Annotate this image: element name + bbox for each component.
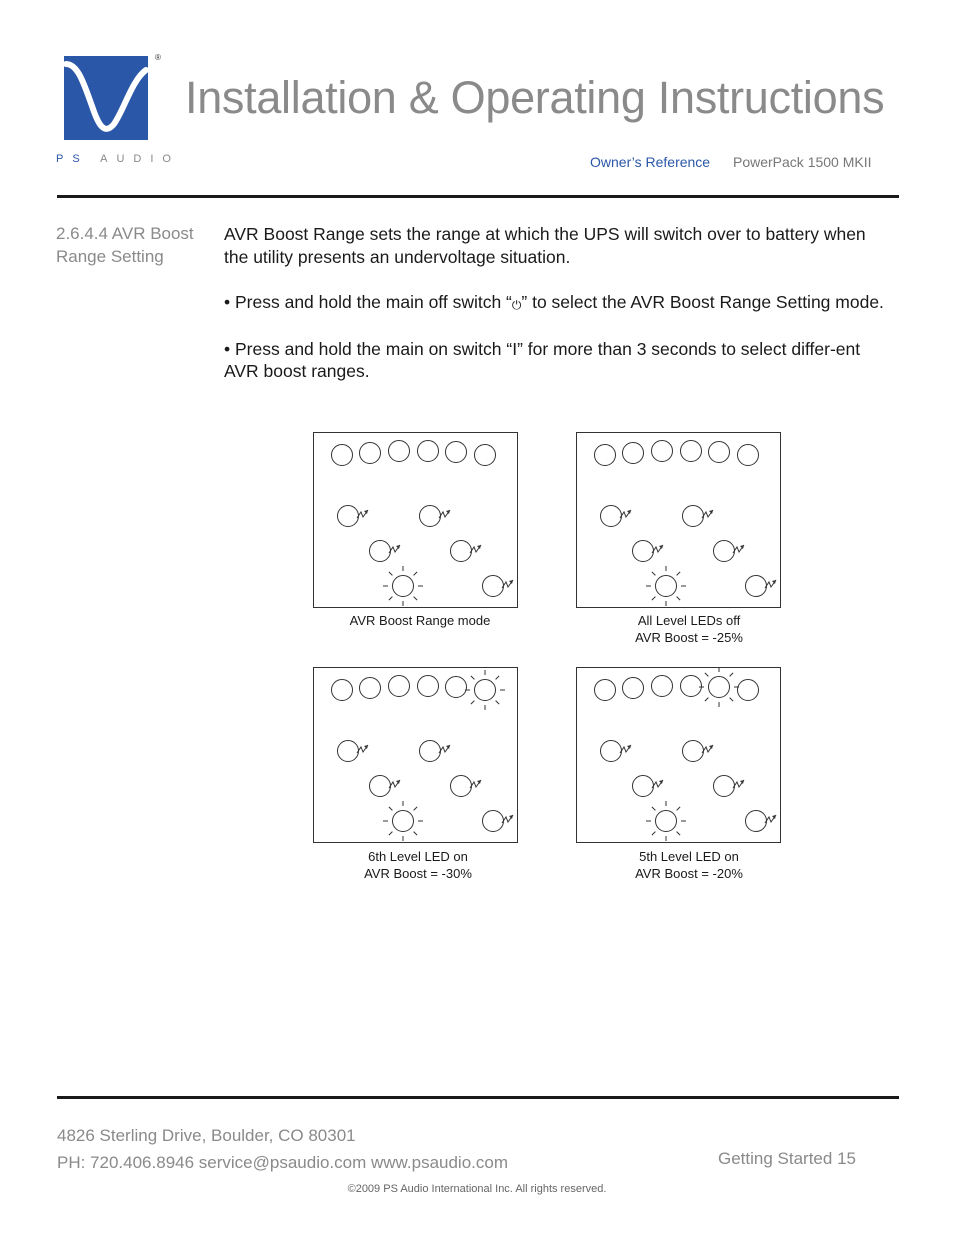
bullet-off-switch — [224, 291, 894, 316]
caption-line: AVR Boost Range mode — [349, 613, 491, 628]
status-led-2 — [683, 506, 704, 527]
status-led-4 — [714, 541, 735, 562]
level-led-1 — [332, 445, 353, 466]
level-led-1 — [332, 680, 353, 701]
status-led-4 — [451, 541, 472, 562]
power-led — [656, 576, 677, 597]
status-led-2 — [420, 741, 441, 762]
light-ray — [652, 597, 656, 601]
light-ray — [389, 597, 393, 601]
level-led-1 — [595, 680, 616, 701]
brand-audio: AUDIO — [100, 153, 180, 165]
front-panel-leds — [314, 668, 517, 842]
power-led — [393, 576, 414, 597]
panel-caption-3 — [313, 848, 523, 882]
status-led-3 — [370, 776, 391, 797]
caption-line: AVR Boost = -20% — [635, 866, 743, 881]
light-ray — [471, 701, 475, 705]
registered-mark: ® — [155, 53, 161, 62]
level-led-5 — [709, 677, 730, 698]
status-led-2 — [683, 741, 704, 762]
light-ray — [677, 572, 681, 576]
light-ray — [471, 676, 475, 680]
light-ray — [496, 676, 500, 680]
light-ray — [496, 701, 500, 705]
level-led-1 — [595, 445, 616, 466]
power-icon: ⏻ — [511, 297, 522, 312]
light-ray — [389, 807, 393, 811]
level-led-6 — [738, 680, 759, 701]
bullet1-text-after: ” to select the AVR Boost Range Setting mode. — [521, 291, 884, 312]
front-panel-leds — [314, 433, 517, 607]
section-label: 2.6.4.4 AVR Boost Range Setting — [56, 224, 194, 266]
light-ray — [705, 698, 709, 702]
level-led-3 — [389, 441, 410, 462]
power-led — [656, 811, 677, 832]
front-panel-diagram-4 — [576, 667, 781, 843]
section-body — [224, 223, 894, 405]
caption-line: AVR Boost = -30% — [364, 866, 472, 881]
footer-divider — [57, 1096, 899, 1099]
status-led-2 — [420, 506, 441, 527]
light-ray — [414, 807, 418, 811]
status-led-5 — [746, 811, 767, 832]
light-ray — [705, 673, 709, 677]
power-led — [393, 811, 414, 832]
page-title: Installation & Operating Instructions — [185, 72, 885, 123]
caption-line: 5th Level LED on — [639, 849, 739, 864]
level-led-3 — [389, 676, 410, 697]
bullet-on-switch: • Press and hold the main on switch “I” for more than 3 seconds to select differ-ent AVR boost ranges. — [224, 338, 861, 381]
light-ray — [389, 832, 393, 836]
light-ray — [414, 597, 418, 601]
light-ray — [652, 572, 656, 576]
status-led-4 — [714, 776, 735, 797]
light-ray — [730, 673, 734, 677]
level-led-5 — [446, 677, 467, 698]
status-led-3 — [633, 541, 654, 562]
front-panel-diagram-1 — [313, 432, 518, 608]
level-led-5 — [446, 442, 467, 463]
level-led-5 — [709, 442, 730, 463]
level-led-2 — [623, 678, 644, 699]
intro-paragraph: AVR Boost Range sets the range at which the UPS will switch over to battery when the utility presents an undervoltage situation. — [224, 224, 866, 267]
front-panel-leds — [577, 668, 780, 842]
light-ray — [730, 698, 734, 702]
light-ray — [677, 807, 681, 811]
product-model: PowerPack 1500 MKII — [733, 154, 872, 170]
status-led-1 — [601, 741, 622, 762]
status-led-1 — [601, 506, 622, 527]
light-ray — [652, 807, 656, 811]
level-led-6 — [475, 445, 496, 466]
light-ray — [652, 832, 656, 836]
level-led-4 — [418, 441, 439, 462]
status-led-5 — [483, 811, 504, 832]
level-led-6 — [738, 445, 759, 466]
status-led-3 — [633, 776, 654, 797]
caption-line: All Level LEDs off — [637, 613, 741, 628]
header-divider — [57, 195, 899, 198]
level-led-3 — [652, 441, 673, 462]
level-led-4 — [681, 441, 702, 462]
page-number: Getting Started 15 — [718, 1149, 856, 1168]
light-ray — [677, 832, 681, 836]
panel-caption-1 — [315, 612, 525, 629]
caption-line: 6th Level LED on — [368, 849, 468, 864]
panel-caption-4 — [584, 848, 794, 882]
logo-wave-icon — [64, 56, 148, 140]
ps-audio-logo — [64, 56, 148, 140]
front-panel-diagram-3 — [313, 667, 518, 843]
company-contact: PH: 720.406.8946 service@psaudio.com www.psaudio.com — [57, 1153, 508, 1172]
front-panel-leds — [577, 433, 780, 607]
company-address: 4826 Sterling Drive, Boulder, CO 80301 — [57, 1126, 356, 1145]
level-led-2 — [623, 443, 644, 464]
status-led-1 — [338, 506, 359, 527]
level-led-3 — [652, 676, 673, 697]
light-ray — [414, 572, 418, 576]
copyright: ©2009 PS Audio International Inc. All rights reserved. — [347, 1183, 607, 1195]
bullet1-text-before: • Press and hold the main off switch “ — [224, 291, 512, 312]
light-ray — [414, 832, 418, 836]
status-led-1 — [338, 741, 359, 762]
level-led-4 — [681, 676, 702, 697]
light-ray — [389, 572, 393, 576]
panel-caption-2 — [584, 612, 794, 646]
brand-ps: PS — [56, 153, 89, 165]
level-led-2 — [360, 678, 381, 699]
status-led-5 — [483, 576, 504, 597]
status-led-4 — [451, 776, 472, 797]
level-led-6 — [475, 680, 496, 701]
light-ray — [677, 597, 681, 601]
front-panel-diagram-2 — [576, 432, 781, 608]
owners-reference: Owner’s Reference — [590, 154, 711, 170]
level-led-2 — [360, 443, 381, 464]
brand-wordmark — [56, 153, 180, 165]
level-led-4 — [418, 676, 439, 697]
status-led-3 — [370, 541, 391, 562]
status-led-5 — [746, 576, 767, 597]
caption-line: AVR Boost = -25% — [635, 630, 743, 645]
